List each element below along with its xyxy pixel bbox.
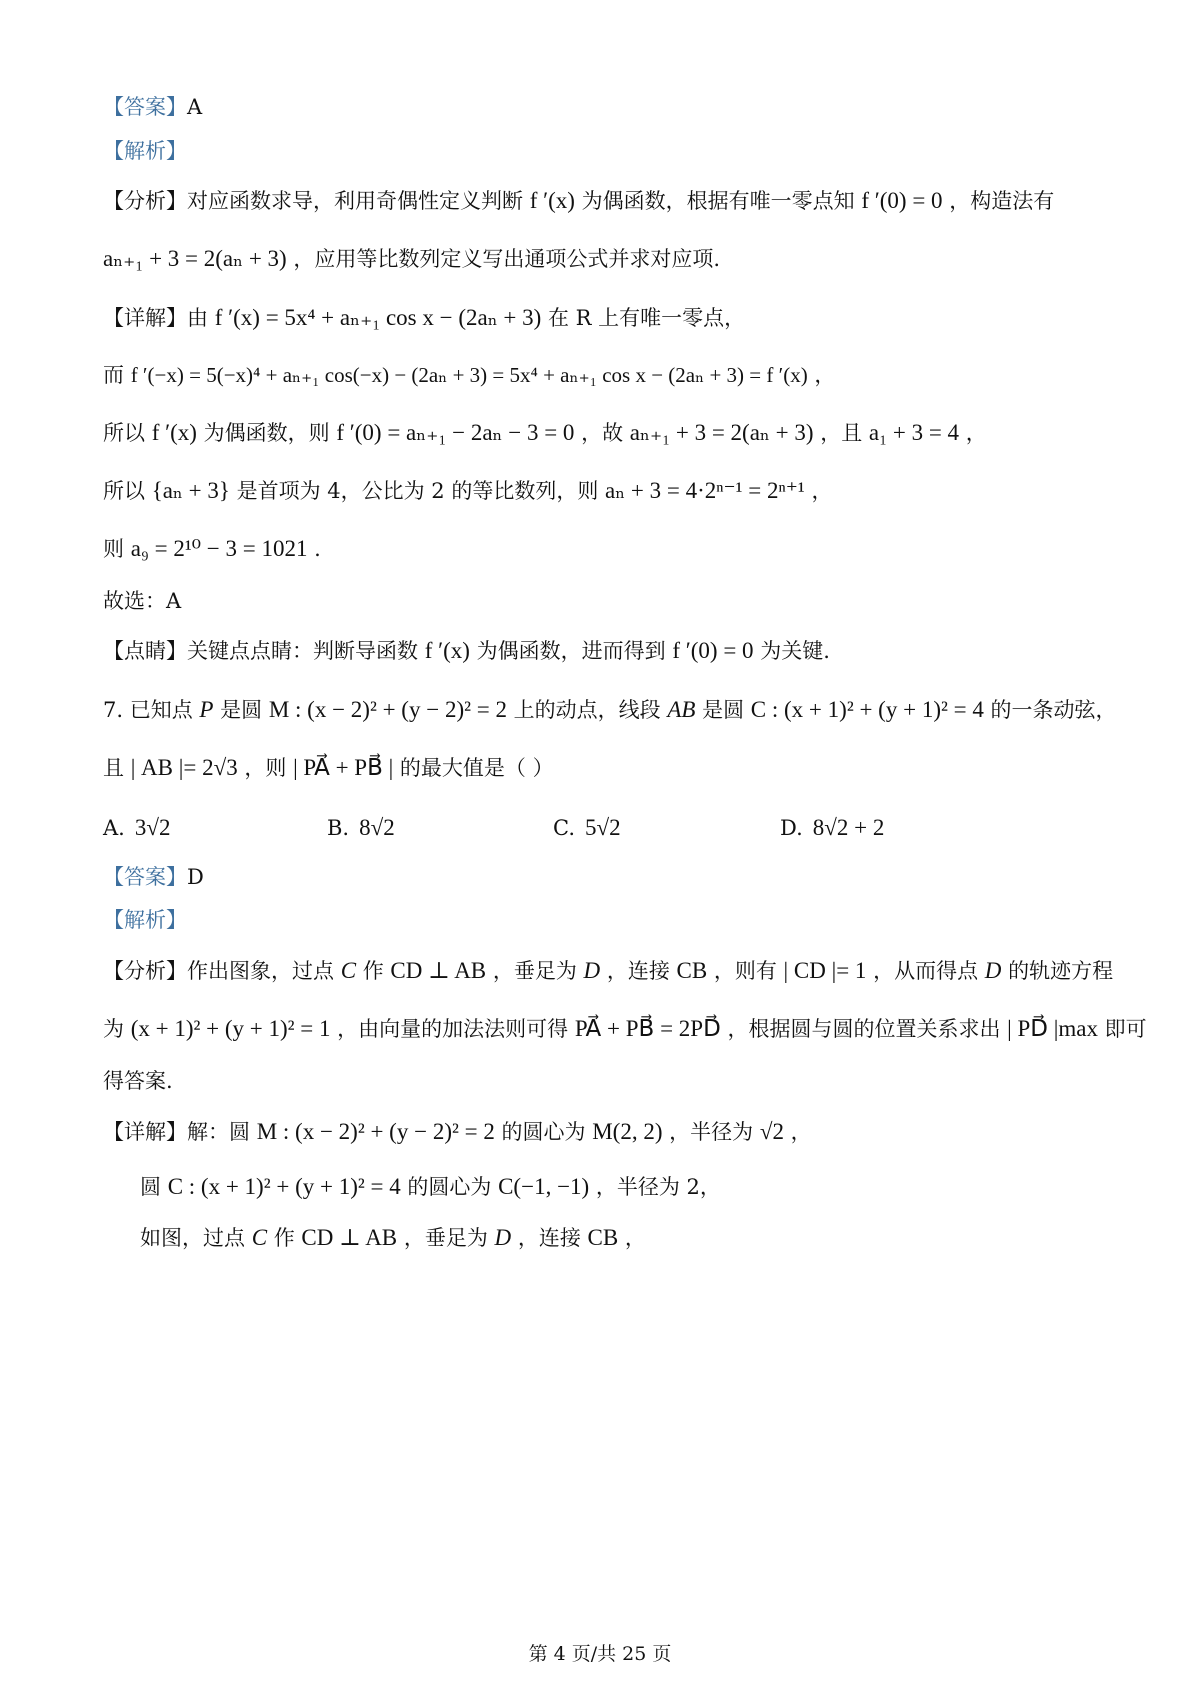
text: 且	[103, 756, 131, 780]
text: ，从而得点	[866, 959, 985, 983]
formula: f ′(−x) = 5(−x)⁴ + aₙ₊₁ cos(−x) − (2aₙ + 3) = 5x⁴ + aₙ₊₁ cos x − (2aₙ + 3) = f ′(x)	[130, 363, 808, 387]
text: .	[307, 537, 321, 561]
option-b	[327, 813, 395, 843]
formula: aₙ + 3 = 4·2ⁿ⁻¹ = 2ⁿ⁺¹	[605, 478, 805, 503]
text: 关键点点睛：判断导函数	[187, 639, 425, 663]
formula: CD ⊥ AB	[301, 1225, 398, 1250]
text: ，	[618, 1226, 646, 1250]
text: 如图，过点	[140, 1226, 252, 1250]
formula: CB	[676, 958, 708, 983]
formula: f ′(x)	[529, 188, 575, 213]
q6-xiangjie-line-3	[103, 418, 987, 448]
text: 为偶函数，进而得到	[469, 639, 673, 663]
option-label: B.	[327, 816, 350, 840]
formula: f ′(0) = 0	[672, 638, 754, 663]
text: 为偶函数，根据有唯一零点知	[574, 189, 862, 213]
text: ，	[959, 421, 987, 445]
formula: | AB |= 2√3	[130, 755, 238, 780]
text: 解：圆	[187, 1120, 257, 1144]
answer-tag: 【答案】	[103, 865, 187, 889]
formula: aₙ₊₁ + 3 = 2(aₙ + 3)	[629, 420, 814, 445]
q6-answer-line	[103, 92, 202, 122]
text: 故选：A	[103, 589, 182, 613]
formula: CB	[587, 1225, 619, 1250]
q6-fenxi-line-1	[103, 186, 1054, 216]
text: 作出图象，过点	[187, 959, 341, 983]
q6-fenxi-line-2	[103, 244, 720, 274]
text: ，	[807, 363, 836, 387]
formula: f ′(0) = 0	[861, 188, 943, 213]
q7-xiangjie-line-2	[140, 1172, 721, 1202]
text: 为	[103, 1017, 131, 1041]
text: 的圆心为	[400, 1175, 499, 1199]
text: ，根据圆与圆的位置关系求出	[720, 1017, 1008, 1041]
text: 作	[356, 959, 391, 983]
q6-analysis-line	[103, 136, 187, 166]
formula: C	[251, 1225, 268, 1250]
formula: C(−1, −1)	[498, 1174, 590, 1199]
text: 的一条动弦，	[983, 698, 1117, 722]
text: 则	[103, 537, 131, 561]
text: 作	[267, 1226, 302, 1250]
q7-fenxi-line-2	[103, 1014, 1147, 1044]
formula: M : (x − 2)² + (y − 2)² = 2	[256, 1119, 495, 1144]
q6-xiangjie-line-4	[103, 476, 833, 506]
formula: CD ⊥ AB	[390, 958, 487, 983]
text: ，由向量的加法法则可得	[330, 1017, 575, 1041]
formula: | PD⃗ |max	[1007, 1016, 1098, 1041]
page-footer	[0, 1640, 1200, 1668]
text: ，连接	[600, 959, 677, 983]
text: 是首项为 4，公比为 2 的等比数列，则	[229, 479, 606, 503]
q7-stem-line-1	[103, 695, 1117, 725]
text: 的轨迹方程	[1001, 959, 1114, 983]
text: ，则有	[707, 959, 784, 983]
q7-fenxi-line-1	[103, 956, 1113, 986]
text: 7. 已知点	[103, 698, 200, 722]
q6-choose-line	[103, 586, 181, 616]
text: 而	[103, 363, 131, 387]
answer-tag: 【答案】	[103, 95, 187, 119]
formula: C	[340, 958, 357, 983]
text: ，应用等比数列定义写出通项公式并求对应项.	[286, 247, 721, 271]
formula: D	[583, 958, 601, 983]
answer-value: A	[187, 95, 203, 119]
text: ，垂足为	[397, 1226, 495, 1250]
text: ，	[804, 479, 833, 503]
option-label: C.	[553, 816, 575, 840]
text: ，且	[813, 421, 869, 445]
dianjing-tag: 【点睛】	[103, 639, 187, 663]
formula: PA⃗ + PB⃗ = 2PD⃗	[574, 1016, 721, 1041]
q7-fenxi-line-3	[103, 1066, 173, 1096]
option-label: D.	[780, 816, 803, 840]
text: 在 R 上有唯一零点，	[541, 306, 746, 330]
analysis-tag: 【解析】	[103, 139, 187, 163]
formula: f ′(x)	[151, 420, 197, 445]
text: 所以	[103, 479, 152, 503]
q7-analysis-line	[103, 905, 187, 935]
q6-dianjing-line	[103, 636, 830, 666]
analysis-tag: 【解析】	[103, 908, 187, 932]
text: 即可	[1097, 1017, 1147, 1041]
text: 得答案.	[103, 1069, 173, 1093]
text: 对应函数求导，利用奇偶性定义判断	[187, 189, 530, 213]
answer-value: D	[187, 865, 204, 889]
text: 圆	[140, 1175, 168, 1199]
q6-xiangjie-line-2	[103, 360, 835, 390]
page-number: 第 4 页/共 25 页	[528, 1643, 672, 1665]
formula: f ′(x)	[424, 638, 470, 663]
q6-xiangjie-line-5	[103, 534, 321, 564]
text: ，半径为	[662, 1120, 760, 1144]
text: ，构造法有	[942, 189, 1055, 213]
q7-xiangjie-line-1	[103, 1117, 812, 1147]
formula: P	[199, 697, 214, 722]
option-a	[103, 813, 170, 843]
formula: D	[494, 1225, 512, 1250]
option-value: 3√2	[134, 815, 171, 840]
text: 的最大值是（ ）	[393, 756, 554, 780]
formula: {aₙ + 3}	[151, 478, 230, 503]
xiangjie-tag: 【详解】	[103, 1120, 187, 1144]
text: 上的动点，线段	[506, 698, 668, 722]
formula: (x + 1)² + (y + 1)² = 1	[130, 1016, 331, 1041]
formula: C : (x + 1)² + (y + 1)² = 4	[167, 1174, 401, 1199]
formula: √2	[759, 1119, 784, 1144]
q7-answer-line	[103, 862, 204, 892]
option-c	[553, 813, 621, 843]
text: ，垂足为	[486, 959, 584, 983]
text: 的圆心为	[494, 1120, 593, 1144]
formula: | CD |= 1	[783, 958, 867, 983]
text: ，则	[237, 756, 294, 780]
formula: M : (x − 2)² + (y − 2)² = 2	[268, 697, 507, 722]
formula: f ′(x) = 5x⁴ + aₙ₊₁ cos x − (2aₙ + 3)	[214, 305, 542, 330]
option-label: A.	[103, 816, 125, 840]
formula: a₁ + 3 = 4	[868, 420, 960, 445]
formula: a₉ = 2¹⁰ − 3 = 1021	[130, 536, 308, 561]
option-d	[780, 813, 884, 843]
text: ，	[783, 1120, 812, 1144]
formula: M(2, 2)	[592, 1119, 663, 1144]
q7-stem-line-2	[103, 753, 554, 783]
option-value: 5√2	[585, 815, 621, 840]
formula: | PA⃗ + PB⃗ |	[293, 755, 394, 780]
q6-xiangjie-line-1	[103, 303, 745, 333]
text: ，连接	[511, 1226, 588, 1250]
formula: AB	[667, 697, 696, 722]
fenxi-tag: 【分析】	[103, 959, 187, 983]
fenxi-tag: 【分析】	[103, 189, 187, 213]
text: 为关键.	[753, 639, 830, 663]
text: ，故	[574, 421, 630, 445]
option-value: 8√2 + 2	[812, 815, 885, 840]
text: ，半径为 2，	[589, 1175, 721, 1199]
xiangjie-tag: 【详解】	[103, 306, 187, 330]
q7-xiangjie-line-3	[140, 1223, 646, 1253]
formula: f ′(0) = aₙ₊₁ − 2aₙ − 3 = 0	[336, 420, 575, 445]
option-value: 8√2	[359, 815, 395, 840]
text: 所以	[103, 421, 152, 445]
text: 为偶函数，则	[196, 421, 337, 445]
formula: C : (x + 1)² + (y + 1)² = 4	[750, 697, 984, 722]
text: 是圆	[213, 698, 269, 722]
text: 是圆	[695, 698, 751, 722]
formula: D	[984, 958, 1002, 983]
formula: aₙ₊₁ + 3 = 2(aₙ + 3)	[103, 246, 287, 271]
text: 由	[187, 306, 215, 330]
